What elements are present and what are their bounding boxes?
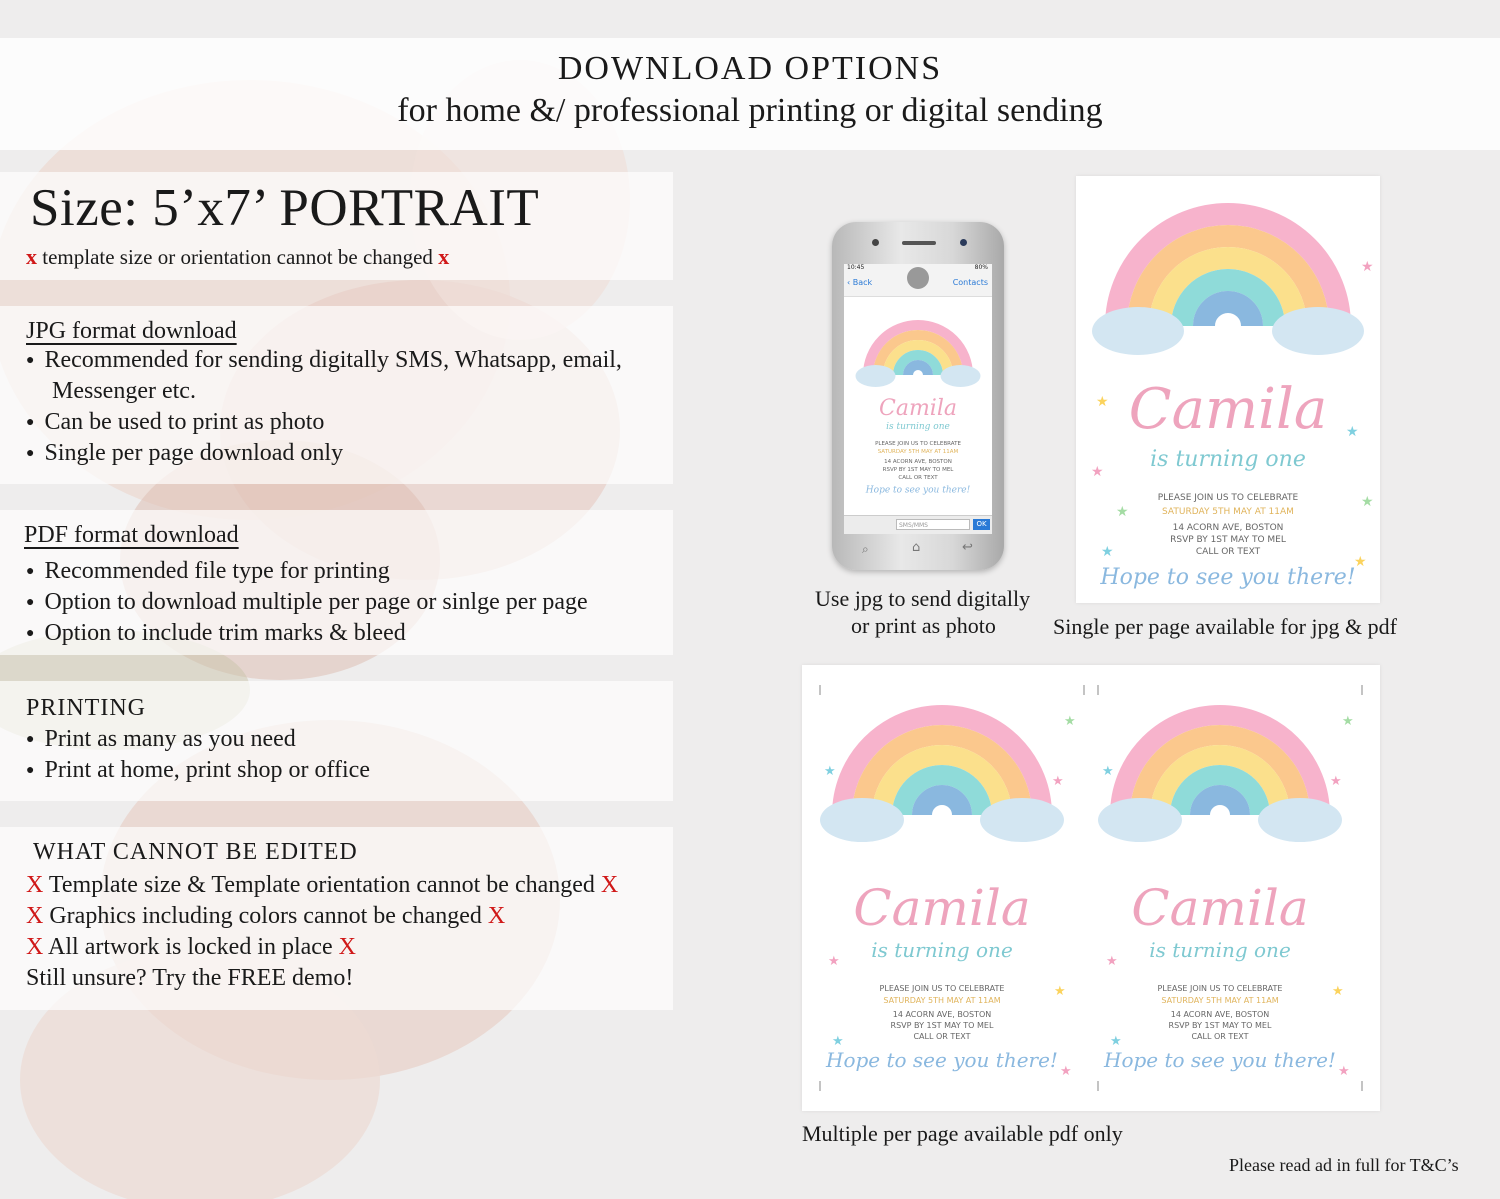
svg-text:CALL OR TEXT: CALL OR TEXT <box>1195 547 1261 557</box>
svg-text:★: ★ <box>1101 544 1114 560</box>
svg-text:Camila: Camila <box>1128 377 1328 442</box>
red-x-icon: x <box>438 244 450 269</box>
cannot-edit-text: All artwork is locked in place <box>48 934 333 960</box>
svg-text:is turning one: is turning one <box>871 938 1013 962</box>
svg-text:Hope to see you there!: Hope to see you there! <box>1100 565 1356 590</box>
svg-text:★: ★ <box>828 954 840 969</box>
jpg-item-continued: Messenger etc. <box>52 378 196 404</box>
printing-panel <box>0 681 673 801</box>
pdf-heading: PDF format download <box>24 522 239 548</box>
multi-caption: Multiple per page available pdf only <box>802 1121 1123 1146</box>
svg-text:★: ★ <box>1116 504 1129 520</box>
phone-sensor <box>960 239 967 246</box>
printing-item: ● Print at home, print shop or office <box>26 757 370 784</box>
svg-text:CALL OR TEXT: CALL OR TEXT <box>898 475 938 481</box>
svg-text:14 ACORN AVE, BOSTON: 14 ACORN AVE, BOSTON <box>1172 523 1284 533</box>
single-invitation-card <box>1076 176 1380 603</box>
svg-text:Camila: Camila <box>853 879 1031 937</box>
phone-speaker <box>902 241 936 245</box>
svg-text:★: ★ <box>1346 424 1359 440</box>
cannot-edit-item <box>26 903 505 930</box>
svg-text:14 ACORN AVE, BOSTON: 14 ACORN AVE, BOSTON <box>884 459 952 465</box>
cannot-edit-text: Graphics including colors cannot be changed <box>49 903 482 929</box>
svg-text:SATURDAY 5TH MAY AT 11AM: SATURDAY 5TH MAY AT 11AM <box>877 449 959 455</box>
svg-text:★: ★ <box>1052 774 1064 789</box>
pdf-item: ● Option to include trim marks & bleed <box>26 620 406 647</box>
phone-caption-line1: Use jpg to send digitally <box>815 586 1031 611</box>
sms-input[interactable]: SMS/MMS <box>896 519 970 530</box>
cannot-edit-panel <box>0 827 673 1010</box>
svg-text:★: ★ <box>1354 554 1367 570</box>
header-banner <box>0 38 1500 150</box>
pdf-panel <box>0 510 673 655</box>
sms-ok-button[interactable]: OK <box>973 519 990 530</box>
svg-text:14 ACORN AVE, BOSTON: 14 ACORN AVE, BOSTON <box>892 1010 992 1019</box>
phone-caption-line2: or print as photo <box>851 613 996 638</box>
svg-text:★: ★ <box>824 764 836 779</box>
red-x-icon: x <box>26 244 37 269</box>
phone-battery: 80% <box>974 264 988 271</box>
red-x-icon: X <box>600 872 619 898</box>
jpg-item: ● Single per page download only <box>26 440 343 467</box>
svg-text:Hope to see you there!: Hope to see you there! <box>865 485 971 496</box>
svg-text:is turning one: is turning one <box>886 422 950 432</box>
svg-text:RSVP BY 1ST MAY TO MEL: RSVP BY 1ST MAY TO MEL <box>1170 535 1286 545</box>
cannot-edit-item <box>26 934 356 961</box>
svg-text:CALL OR TEXT: CALL OR TEXT <box>913 1032 971 1041</box>
svg-text:★: ★ <box>1054 984 1066 999</box>
cannot-edit-item <box>26 872 618 899</box>
svg-text:SATURDAY 5TH MAY AT 11AM: SATURDAY 5TH MAY AT 11AM <box>1162 507 1294 517</box>
multiple-invitation-sheet <box>802 665 1380 1111</box>
pdf-item: ● Recommended file type for printing <box>26 558 390 585</box>
phone-compose-bar <box>844 515 992 534</box>
svg-text:Hope to see you there!: Hope to see you there! <box>826 1048 1058 1072</box>
phone-mockup <box>832 222 1004 570</box>
phone-invitation <box>848 300 988 500</box>
single-invitation-artwork <box>1076 176 1380 603</box>
svg-text:PLEASE JOIN US TO CELEBRATE: PLEASE JOIN US TO CELEBRATE <box>1157 493 1299 503</box>
back-icon[interactable]: ↩ <box>962 540 973 555</box>
phone-top-bar <box>844 264 992 297</box>
phone-time: 10:45 <box>847 264 865 271</box>
red-x-icon: X <box>26 903 44 929</box>
size-note: template size or orientation cannot be changed <box>42 245 433 269</box>
size-title: Size: 5’x7’ PORTRAIT <box>30 179 540 237</box>
red-x-icon: X <box>26 872 44 898</box>
pdf-item: ● Option to download multiple per page or sinlge per page <box>26 589 588 616</box>
svg-text:★: ★ <box>1361 259 1374 275</box>
svg-text:is turning one: is turning one <box>1150 447 1306 472</box>
page-title: DOWNLOAD OPTIONS <box>557 50 943 87</box>
svg-text:★: ★ <box>1064 714 1076 729</box>
jpg-item: ● Recommended for sending digitally SMS, Whatsapp, email, <box>26 347 622 374</box>
svg-text:★: ★ <box>1091 464 1104 480</box>
red-x-icon: X <box>26 934 44 960</box>
footer-note: Please read ad in full for T&C’s <box>1229 1155 1459 1175</box>
phone-back-button[interactable]: ‹ Back <box>847 278 873 287</box>
red-x-icon: X <box>338 934 356 960</box>
size-note-line <box>26 244 449 270</box>
svg-text:Camila: Camila <box>879 396 957 421</box>
search-icon[interactable]: ⌕ <box>862 542 869 556</box>
svg-text:★: ★ <box>832 1034 844 1049</box>
printing-heading: PRINTING <box>26 695 146 721</box>
jpg-panel <box>0 306 673 484</box>
phone-camera <box>872 239 879 246</box>
svg-text:★: ★ <box>1096 394 1109 410</box>
phone-screen <box>844 264 992 534</box>
cannot-edit-heading: WHAT CANNOT BE EDITED <box>33 839 358 865</box>
demo-note: Still unsure? Try the FREE demo! <box>26 965 354 991</box>
home-icon[interactable]: ⌂ <box>912 540 921 555</box>
jpg-heading: JPG format download <box>26 318 237 344</box>
svg-text:PLEASE JOIN US TO CELEBRATE: PLEASE JOIN US TO CELEBRATE <box>879 984 1005 993</box>
printing-item: ● Print as many as you need <box>26 726 296 753</box>
svg-text:★: ★ <box>1060 1064 1072 1079</box>
jpg-item: ● Can be used to print as photo <box>26 409 324 436</box>
svg-text:PLEASE JOIN US TO CELEBRATE: PLEASE JOIN US TO CELEBRATE <box>875 441 961 447</box>
multiple-invitation-artwork <box>802 665 1380 1111</box>
red-x-icon: X <box>487 903 506 929</box>
contact-avatar <box>907 267 929 289</box>
size-panel <box>0 172 673 280</box>
phone-contacts-button[interactable]: Contacts <box>952 278 988 287</box>
svg-text:RSVP BY 1ST MAY TO MEL: RSVP BY 1ST MAY TO MEL <box>890 1021 994 1030</box>
single-caption: Single per page available for jpg & pdf <box>1053 614 1397 639</box>
svg-text:RSVP BY 1ST MAY TO MEL: RSVP BY 1ST MAY TO MEL <box>882 467 954 473</box>
page-subtitle: for home &/ professional printing or digital sending <box>397 92 1103 129</box>
svg-text:SATURDAY 5TH MAY AT 11AM: SATURDAY 5TH MAY AT 11AM <box>883 996 1001 1005</box>
cannot-edit-text: Template size & Template orientation cannot be changed <box>48 872 595 898</box>
svg-text:★: ★ <box>1361 494 1374 510</box>
